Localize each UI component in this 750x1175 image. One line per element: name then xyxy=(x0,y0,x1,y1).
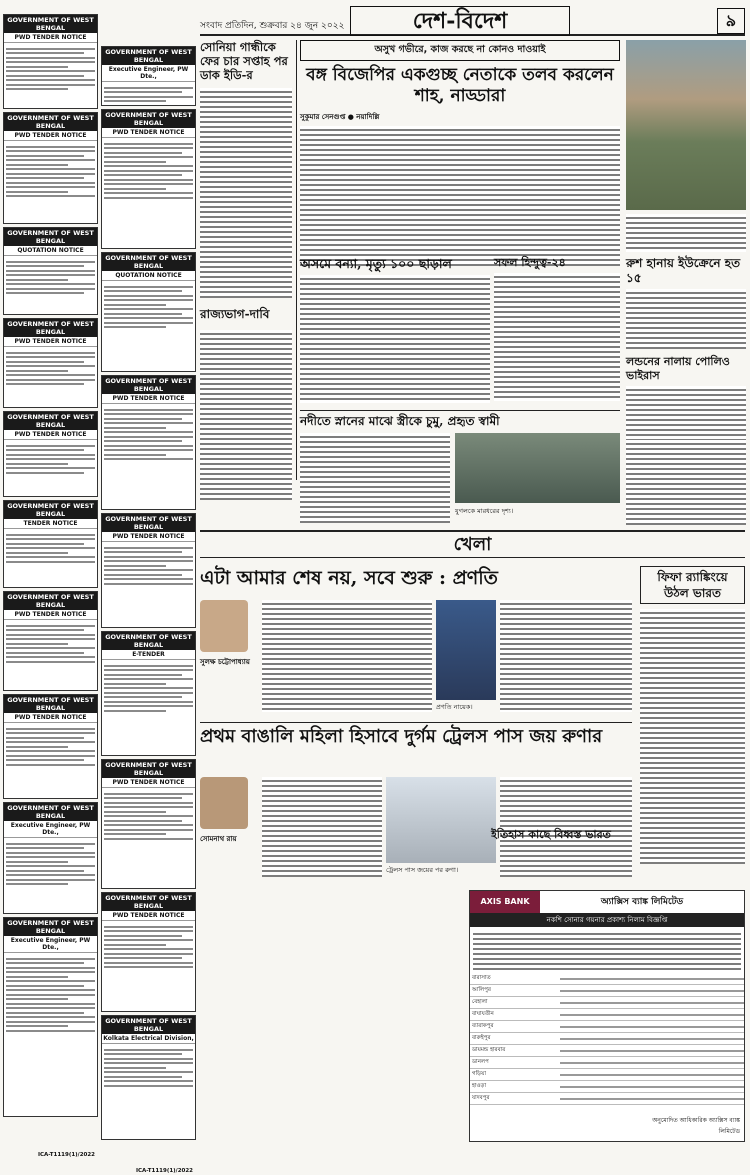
notice-heading: GOVERNMENT OF WEST BENGAL xyxy=(4,803,97,821)
branch-name: গড়িয়া xyxy=(472,1070,486,1077)
notice-title: Kolkata Electrical Division, xyxy=(103,1035,194,1042)
axis-table-row xyxy=(470,1009,744,1021)
notice-title: PWD TENDER NOTICE xyxy=(102,911,195,921)
branch-name: বাঘাযতীন xyxy=(472,1010,494,1017)
runa-headline: প্রথম বাঙালি মহিলা হিসাবে দুর্গম ট্রেলস পাস জয় রুণার xyxy=(200,726,603,747)
notice-heading: GOVERNMENT OF WEST BENGAL xyxy=(102,110,195,128)
notice-title: TENDER NOTICE xyxy=(4,519,97,529)
notice-heading: GOVERNMENT OF WEST BENGAL xyxy=(4,592,97,610)
fifa-body xyxy=(640,609,745,864)
row-filler xyxy=(560,1038,744,1040)
byline-photo xyxy=(200,600,248,652)
sonia-story xyxy=(200,40,292,480)
raj-body xyxy=(200,330,292,500)
tender-notice xyxy=(3,591,98,691)
notice-title: PWD TENDER NOTICE xyxy=(102,394,195,404)
branch-name: ডায়মন্ড হারবার xyxy=(472,1046,506,1053)
assam-headline: অসমে বন্যা, মৃত্যু ১০০ ছাড়াল xyxy=(300,256,452,271)
branch-name: হাওড়া xyxy=(472,1082,487,1089)
notice-title: PWD TENDER NOTICE xyxy=(4,430,97,440)
notice-title: PWD TENDER NOTICE xyxy=(102,778,195,788)
branch-name: ডানলপ xyxy=(472,1058,489,1065)
bjp-byline: সুকুমার সেনগুপ্ত ● নয়াদিল্লি xyxy=(300,113,380,121)
notice-title: QUOTATION NOTICE xyxy=(102,271,195,281)
axis-footer: অনুমোদিত আধিকারিক অ্যাক্সিস ব্যাঙ্ক লিমিটেড xyxy=(652,1117,740,1135)
axis-table-row xyxy=(470,1069,744,1081)
notice-footer: ICA-T1119(1)/2022 xyxy=(135,1168,193,1174)
axis-table-row xyxy=(470,1033,744,1045)
bjp-story xyxy=(300,40,620,250)
row-filler xyxy=(560,978,744,980)
notice-title: PWD TENDER NOTICE xyxy=(102,128,195,138)
axis-table-row xyxy=(470,1081,744,1093)
history-story xyxy=(470,828,632,888)
axis-title: অ্যাক্সিস ব্যাঙ্ক লিমিটেড xyxy=(600,897,684,907)
axis-subtitle: নকশি সোনার গয়নার প্রকাশ্য নিলাম বিজ্ঞপ্তি xyxy=(470,913,744,927)
axis-table xyxy=(470,973,744,1105)
pronati-body-2 xyxy=(500,600,632,712)
pronati-headline: এটা আমার শেষ নয়, সবে শুরু : প্রণতি xyxy=(200,567,498,589)
runa-body xyxy=(262,777,382,877)
notice-heading: GOVERNMENT OF WEST BENGAL xyxy=(4,15,97,33)
tender-notice xyxy=(101,46,196,106)
tender-notice xyxy=(3,694,98,799)
notice-title: Executive Engineer, PW Dte., xyxy=(4,936,97,953)
runa-byline: সোমনাথ রায় xyxy=(200,835,237,843)
tender-notice xyxy=(3,14,98,109)
notice-title: PWD TENDER NOTICE xyxy=(4,610,97,620)
notice-heading: GOVERNMENT OF WEST BENGAL xyxy=(4,113,97,131)
river-headline: নদীতে স্নানের মাঝে স্ত্রীকে চুমু, প্রহৃত স্বামী xyxy=(300,414,500,428)
fifa-story xyxy=(640,566,745,876)
branch-name: বারাসাত xyxy=(472,974,491,981)
notice-title: PWD TENDER NOTICE xyxy=(102,532,195,542)
page-number: ৯ xyxy=(717,8,745,34)
axis-body xyxy=(473,930,741,970)
branch-name: ব্যারাকপুর xyxy=(472,1022,494,1029)
tender-notice xyxy=(3,802,98,914)
bjp-body xyxy=(300,126,620,266)
tender-notice xyxy=(3,227,98,315)
tender-notice xyxy=(101,252,196,372)
notice-heading: GOVERNMENT OF WEST BENGAL xyxy=(102,253,195,271)
tender-column-1 xyxy=(3,14,98,1158)
axis-table-row xyxy=(470,985,744,997)
pronati-body xyxy=(262,600,432,712)
notice-heading: GOVERNMENT OF WEST BENGAL xyxy=(102,1016,195,1034)
branch-name: বেহালা xyxy=(472,998,488,1005)
section-title: দেশ-বিদেশ xyxy=(350,6,570,36)
russia-body xyxy=(626,289,746,349)
notice-title: E-TENDER xyxy=(102,650,195,660)
tender-notice xyxy=(101,375,196,510)
axis-logo: AXIS BANK xyxy=(470,891,540,913)
masthead xyxy=(200,10,745,36)
notice-heading: GOVERNMENT OF WEST BENGAL xyxy=(102,760,195,778)
river-body xyxy=(300,433,450,523)
tender-notice xyxy=(101,513,196,628)
hindutva-headline: সফল হিন্দুত্ব-২৪ xyxy=(494,256,566,269)
row-filler xyxy=(560,1086,744,1088)
tender-notice xyxy=(101,759,196,889)
notice-heading: GOVERNMENT OF WEST BENGAL xyxy=(102,47,195,65)
london-headline: লন্ডনের নালায় পোলিও ভাইরাস xyxy=(626,355,730,382)
notice-title: QUOTATION NOTICE xyxy=(4,246,97,256)
tender-notice xyxy=(3,411,98,497)
notice-title: Executive Engineer, PW Dte., xyxy=(4,821,97,838)
assam-body xyxy=(300,275,490,403)
row-filler xyxy=(560,1002,744,1004)
axis-bank-notice xyxy=(469,890,745,1142)
hindutva-story xyxy=(494,256,620,406)
axis-table-row xyxy=(470,973,744,985)
paper-dateline: সংবাদ প্রতিদিন, শুক্রবার ২৪ জুন ২০২২ xyxy=(200,21,345,31)
notice-heading: GOVERNMENT OF WEST BENGAL xyxy=(4,319,97,337)
notice-heading: GOVERNMENT OF WEST BENGAL xyxy=(4,695,97,713)
hindutva-body xyxy=(494,273,620,401)
notice-heading: GOVERNMENT OF WEST BENGAL xyxy=(4,918,97,936)
notice-heading: GOVERNMENT OF WEST BENGAL xyxy=(102,632,195,650)
river-story xyxy=(300,410,620,525)
sonia-headline: সোনিয়া গান্ধীকে ফের চার সপ্তাহ পর ডাক ইডি-র xyxy=(200,40,288,82)
pronati-caption: প্রণতি নায়েক। xyxy=(436,703,473,711)
row-filler xyxy=(560,1050,744,1052)
row-filler xyxy=(560,1014,744,1016)
flood-photo xyxy=(626,40,746,210)
notice-footer: ICA-T1119(1)/2022 xyxy=(37,1152,95,1158)
raj-headline: রাজ্যভাগ-দাবি xyxy=(200,307,270,321)
axis-table-row xyxy=(470,1093,744,1105)
pronati-story xyxy=(200,566,632,716)
axis-table-row xyxy=(470,1021,744,1033)
bjp-kicker: অসুখ গভীরে, কাজ করছে না কোনও দাওয়াই xyxy=(300,40,620,61)
notice-heading: GOVERNMENT OF WEST BENGAL xyxy=(4,412,97,430)
river-photo xyxy=(455,433,620,503)
notice-title: PWD TENDER NOTICE xyxy=(4,337,97,347)
sonia-body xyxy=(200,88,292,298)
sports-section-banner: খেলা xyxy=(200,530,745,558)
row-filler xyxy=(560,1098,744,1100)
tender-notice xyxy=(3,112,98,224)
branch-name: বারুইপুর xyxy=(472,1034,491,1041)
tender-notice xyxy=(101,109,196,249)
axis-table-row xyxy=(470,1045,744,1057)
notice-title: PWD TENDER NOTICE xyxy=(4,33,97,43)
tender-notice xyxy=(101,631,196,756)
row-filler xyxy=(560,1026,744,1028)
notice-heading: GOVERNMENT OF WEST BENGAL xyxy=(4,501,97,519)
river-caption: যুগলকে মারধরের দৃশ্য। xyxy=(455,507,514,515)
notice-title: Executive Engineer, PW Dte., xyxy=(102,65,195,82)
tender-notice xyxy=(3,917,98,1158)
bjp-headline: বঙ্গ বিজেপির একগুচ্ছ নেতাকে তলব করলেন শাহ, নাড্ডারা xyxy=(306,65,614,106)
pronati-byline: সুলক্ষ চট্টোপাধ্যায় xyxy=(200,658,250,666)
assam-story xyxy=(300,256,490,406)
row-filler xyxy=(560,990,744,992)
runa-caption: ট্রেলস পাস জয়ের পর রুণা। xyxy=(386,866,459,874)
axis-table-row xyxy=(470,1057,744,1069)
notice-heading: GOVERNMENT OF WEST BENGAL xyxy=(102,376,195,394)
column-rule xyxy=(296,40,297,480)
notice-heading: GOVERNMENT OF WEST BENGAL xyxy=(102,514,195,532)
fifa-headline: ফিফা র‌্যাঙ্কিংয়ে উঠল ভারত xyxy=(640,566,745,604)
runa-byline-photo xyxy=(200,777,248,829)
russia-headline: রুশ হানায় ইউক্রেনে হত ১৫ xyxy=(626,256,741,285)
notice-title: PWD TENDER NOTICE xyxy=(4,131,97,141)
branch-name: আলিপুর xyxy=(472,986,491,993)
notice-title: PWD TENDER NOTICE xyxy=(4,713,97,723)
tender-notice xyxy=(3,500,98,588)
photo-caption xyxy=(626,214,746,252)
row-filler xyxy=(560,1062,744,1064)
branch-name: যাদবপুর xyxy=(472,1094,490,1101)
russia-story xyxy=(626,256,746,436)
notice-heading: GOVERNMENT OF WEST BENGAL xyxy=(4,228,97,246)
axis-table-row xyxy=(470,997,744,1009)
tender-column-2 xyxy=(101,46,196,1174)
notice-heading: GOVERNMENT OF WEST BENGAL xyxy=(102,893,195,911)
pronati-photo xyxy=(436,600,496,700)
row-filler xyxy=(560,1074,744,1076)
history-headline: ইতিহাস কাছে বিধ্বস্ত ভারত xyxy=(491,828,611,841)
tender-notice xyxy=(101,1015,196,1174)
tender-notice xyxy=(101,892,196,1012)
tender-notice xyxy=(3,318,98,408)
extra-body xyxy=(626,440,746,525)
